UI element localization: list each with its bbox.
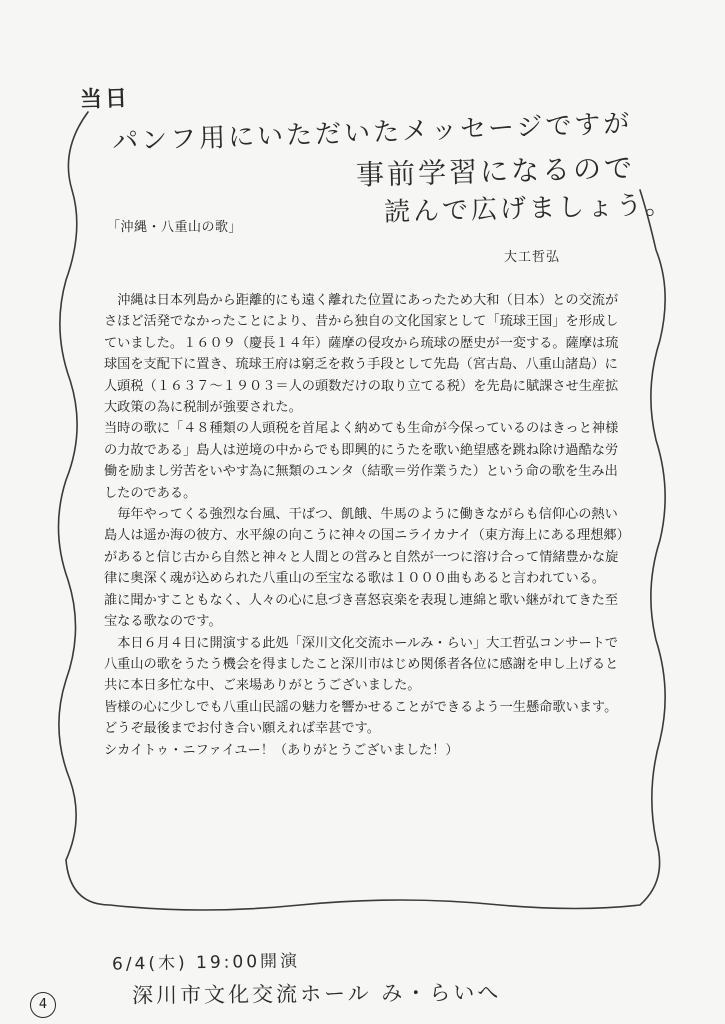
document-body [104, 290, 624, 761]
body-paragraph: シカイトゥ・ニファイユー！（ありがとうございました！） [104, 742, 459, 758]
document-title: 「沖縄・八重山の歌」 [107, 220, 243, 235]
handwritten-note-line1: 当日 [79, 86, 131, 113]
body-paragraph: 毎年やってくる強烈な台風、干ばつ、飢餓、牛馬のように働きながらも信仰心の熱い島人は遥か海の彼方、水平線の向こうに神々の国ニライカナイ（東方海上にある理想郷）があると信じ古から自然と神々と人間との営みと自然が一つに溶け合って情緒豊かな旋律に奥深く魂が込められた八重山の至宝なる歌は１０００曲もあると言われている。 [104, 507, 624, 587]
event-note-venue: 深川市文化交流ホール み・らいへ [131, 980, 502, 1008]
handwritten-note-line3: 事前学習になるので [355, 151, 636, 192]
body-paragraph: 沖縄は日本列島から距離的にも遠く離れた位置にあったため大和（日本）との交流がさほど活発でなかったことにより、昔から独自の文化国家として「琉球王国」を形成していました。１６０９（慶長１４年）薩摩の侵攻から琉球の歴史が一変する。薩摩は琉球国を支配下に置き、琉球王府は窮乏を救う手段として先島（宮古島、八重山諸島）に人頭税（１６３７～１９０３＝人の頭数だけの取り立てる税）を先島に賦課させ生産拡大政策の為に税制が強要された。 [104, 293, 619, 416]
body-paragraph: どうぞ最後までお付き合い願えれば幸甚です。 [104, 721, 380, 737]
handwritten-note-line2: パンフ用にいただいたメッセージですが [111, 108, 633, 158]
body-paragraph: 皆様の心に少しでも八重山民謡の魅力を響かせることができるよう一生懸命歌います。 [104, 699, 618, 715]
document-author: 大工哲弘 [504, 250, 561, 265]
body-paragraph: 当時の歌に「４８種類の人頭税を首尾よく納めても生命が今保っているのはきっと神様の力故である」島人は逆境の中からでも即興的にうたを歌い絶望感を跳ね除け過酷な労働を励まし労苦をいやす為に無類のユンタ（結歌＝労作業うた）という命の歌を生み出したのである。 [104, 421, 619, 501]
page-number: 4 [30, 992, 56, 1018]
handwritten-note-line4: 読んで広げましょう。 [383, 190, 675, 228]
body-paragraph: 本日６月４日に開演する此処「深川文化交流ホールみ・らい」大工哲弘コンサートで八重山の歌をうたう機会を得ましたこと深川市はじめ関係者各位に感謝を申し上げると共に本日多忙な中、ご来場ありがとうございました。 [104, 635, 619, 694]
body-paragraph: 誰に聞かすこともなく、人々の心に息づき喜怒哀楽を表現し連綿と歌い継がれてきた至宝なる歌なのです。 [104, 592, 619, 630]
event-note-date: 6/4(木) 19:00開演 [111, 951, 301, 975]
